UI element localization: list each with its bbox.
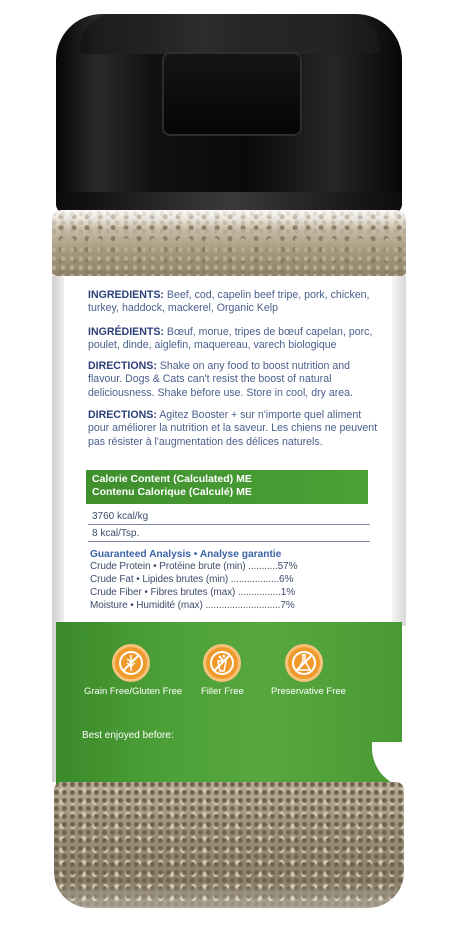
- directions-fr-heading: DIRECTIONS:: [88, 409, 157, 421]
- ingredients-fr-heading: INGRÉDIENTS:: [88, 326, 164, 338]
- no-filler-icon: [203, 644, 241, 682]
- ingredients-fr-text: Bœuf, morue, tripes de bœuf capelan, porc, poulet, dinde, aiglefin, maquereau, varech biologique: [88, 326, 373, 352]
- no-preservative-icon: [285, 644, 323, 682]
- analysis-row: Moisture • Humidité (max) ............................7%: [90, 600, 295, 611]
- ingredients-text: Beef, cod, capelin beef tripe, pork, chicken, turkey, haddock, mackerel, Organic Kelp: [88, 289, 370, 315]
- calorie-title-en: Calorie Content (Calculated) ME: [92, 473, 252, 485]
- directions-fr: [88, 409, 378, 449]
- directions-en: [88, 360, 378, 400]
- calorie-header: [86, 470, 368, 504]
- ingredients-fr: [88, 326, 378, 353]
- directions-fr-text: Agitez Booster + sur n'importe quel aliment pour améliorer la nutrition et la saveur. Les chiens ne peuvent pas résister à l'augmentation des délices naturels.: [88, 409, 378, 448]
- calorie-divider: [88, 524, 370, 525]
- lower-powder-glass: [54, 782, 404, 908]
- badge-label-preservative-free: Preservative Free: [271, 686, 346, 697]
- analysis-row: Crude Protein • Protéine brute (min) ...........57%: [90, 561, 298, 572]
- badge-label-grain-free: Grain Free/Gluten Free: [84, 686, 183, 697]
- ingredients-heading: INGREDIENTS:: [88, 289, 164, 301]
- upper-powder-glass: [52, 210, 406, 276]
- badge-label-filler-free: Filler Free: [201, 686, 244, 697]
- cap-highlight: [80, 14, 380, 54]
- calorie-title-fr: Contenu Calorique (Calculé) ME: [92, 486, 252, 498]
- calorie-divider-2: [88, 541, 370, 542]
- directions-text: Shake on any food to boost nutrition and flavour. Dogs & Cats can't resist the boost of natural deliciousness. Shake before use. Store in cool, dry area.: [88, 360, 353, 399]
- directions-heading: DIRECTIONS:: [88, 360, 157, 372]
- no-grain-icon: [112, 644, 150, 682]
- best-before-label: Best enjoyed before:: [82, 730, 174, 741]
- ingredients-en: [88, 289, 378, 316]
- analysis-title: Guaranteed Analysis • Analyse garantie: [90, 549, 282, 560]
- label-shadow-right: [392, 276, 406, 626]
- calorie-per-kg: 3760 kcal/kg: [92, 511, 149, 522]
- analysis-row: Crude Fat • Lipides brutes (min) ..................6%: [90, 574, 294, 585]
- calorie-per-tsp: 8 kcal/Tsp.: [92, 528, 140, 539]
- cap-flip-lid: [162, 52, 302, 136]
- analysis-row: Crude Fiber • Fibres brutes (max) ................1%: [90, 587, 296, 598]
